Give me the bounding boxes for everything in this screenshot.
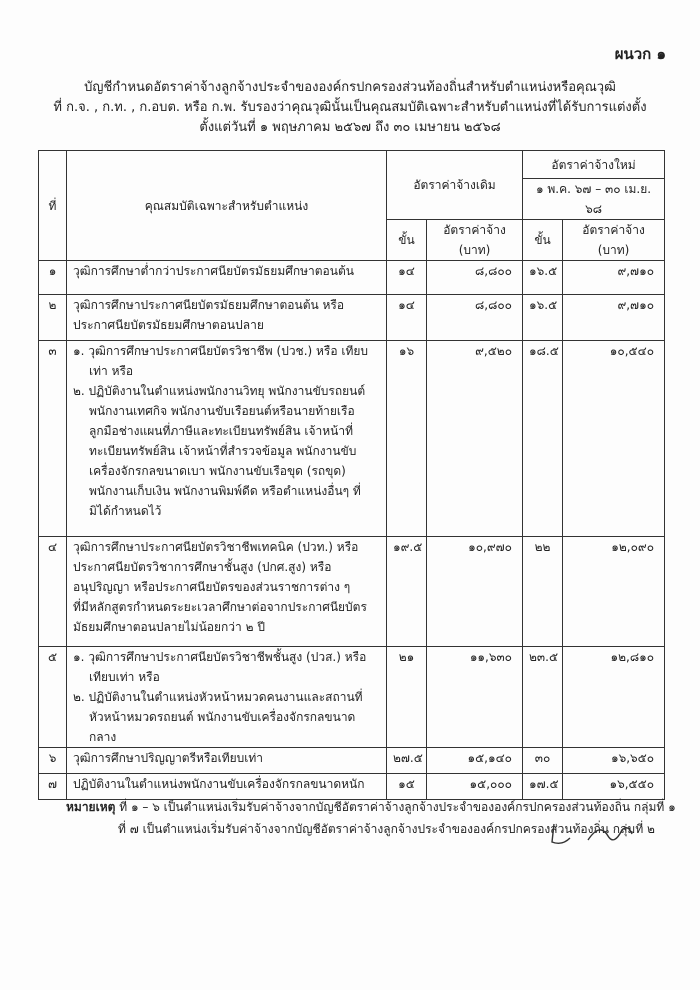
row-no: ๑	[39, 261, 67, 295]
qual-line: ประกาศนียบัตรวิชาการศึกษาชั้นสูง (ปกศ.สูง) หรือ	[73, 560, 332, 574]
old-wage: ๑๐,๙๗๐	[427, 537, 523, 647]
qual-item: ๒. ปฏิบัติงานในตำแหน่งหัวหน้าหมวดคนงานและสถานที่ หัวหน้าหมวดรถยนต์ พนักงานขับเครื่องจักรกลขนาดกลาง	[73, 690, 363, 744]
note-text-2: ที่ ๗ เป็นตำแหน่งเริ่มรับค่าจ้างจากบัญชีอัตราค่าจ้างลูกจ้างประจำขององค์กรปกครองส่วนท้องถิ่น กลุ่มที่ ๒	[118, 822, 655, 836]
new-wage: ๙,๗๑๐	[563, 261, 665, 295]
new-wage: ๑๒,๐๙๐	[563, 537, 665, 647]
table-row	[39, 647, 665, 748]
qual-line: มัธยมศึกษาตอนปลายไม่น้อยกว่า ๒ ปี	[73, 620, 265, 634]
old-step: ๑๔	[387, 261, 427, 295]
qual-item: ๑. วุฒิการศึกษาประกาศนียบัตรวิชาชีพชั้นสูง (ปวส.) หรือเทียบเท่า หรือ	[73, 650, 367, 684]
annex-label: ผนวก ๑	[614, 45, 666, 63]
row-qualification	[67, 647, 387, 748]
new-step: ๑๖.๕	[523, 295, 563, 341]
old-wage: ๙,๕๒๐	[427, 341, 523, 537]
qual-item: ๑. วุฒิการศึกษาประกาศนียบัตรวิชาชีพ (ปวช.) หรือ เทียบเท่า หรือ	[73, 344, 369, 378]
title-line-1: บัญชีกำหนดอัตราค่าจ้างลูกจ้างประจำขององค์กรปกครองส่วนท้องถิ่นสำหรับตำแหน่งหรือคุณวุฒิ	[84, 80, 616, 95]
row-qualification: ปฏิบัติงานในตำแหน่งพนักงานขับเครื่องจักรกลขนาดหนัก	[67, 774, 387, 800]
table-row	[39, 261, 665, 295]
old-step: ๑๕	[387, 774, 427, 800]
old-step: ๑๖	[387, 341, 427, 537]
qual-line: ประกาศนียบัตรมัธยมศึกษาตอนปลาย	[73, 318, 264, 332]
row-qualification	[67, 295, 387, 341]
new-step: ๑๖.๕	[523, 261, 563, 295]
row-no: ๒	[39, 295, 67, 341]
qual-line: วุฒิการศึกษาประกาศนียบัตรวิชาชีพเทคนิค (ปวท.) หรือ	[73, 540, 359, 554]
old-step: ๑๙.๕	[387, 537, 427, 647]
qual-line: วุฒิการศึกษาประกาศนียบัตรมัธยมศึกษาตอนต้น หรือ	[73, 298, 345, 312]
signature-mark	[548, 816, 668, 850]
new-wage: ๑๖,๖๕๐	[563, 748, 665, 774]
row-no: ๗	[39, 774, 67, 800]
title-line-3: ตั้งแต่วันที่ ๑ พฤษภาคม ๒๕๖๗ ถึง ๓๐ เมษายน ๒๕๖๘	[199, 120, 501, 135]
table-row	[39, 341, 665, 537]
row-no: ๖	[39, 748, 67, 774]
row-qualification	[67, 537, 387, 647]
header-qualification: คุณสมบัติเฉพาะสำหรับตำแหน่ง	[67, 151, 387, 261]
header-new-step: ขั้น	[523, 220, 563, 261]
row-no: ๓	[39, 341, 67, 537]
new-step: ๓๐	[523, 748, 563, 774]
header-old-step: ขั้น	[387, 220, 427, 261]
header-no: ที่	[39, 151, 67, 261]
old-step: ๒๑	[387, 647, 427, 748]
row-no: ๔	[39, 537, 67, 647]
new-step: ๒๓.๕	[523, 647, 563, 748]
old-wage: ๑๕,๑๔๐	[427, 748, 523, 774]
row-no: ๕	[39, 647, 67, 748]
new-wage: ๑๒,๘๑๐	[563, 647, 665, 748]
old-wage: ๘,๘๐๐	[427, 295, 523, 341]
old-wage: ๑๕,๐๐๐	[427, 774, 523, 800]
header-new-wage: อัตราค่าจ้าง (บาท)	[563, 220, 665, 261]
qual-item: ๒. ปฏิบัติงานในตำแหน่งพนักงานวิทยุ พนักงานขับรถยนต์ พนักงานเทศกิจ พนักงานขับเรือยนต์หรือนายท้ายเรือ ลูกมือช่างแผนที่ภาษีและทะเบียนทรัพย์สิน เจ้าหน้าที่ทะเบียนทรัพย์สิน เจ้าหน้าที่สำรวจข้อมูล พนักงานขับเครื่องจักรกลขนาดเบา พนักงานขับเรือขุด (รถขุด) พนักงานเก็บเงิน พนักงานพิมพ์ดีด หรือตำแหน่งอื่นๆ ที่มิได้กำหนดไว้	[73, 384, 366, 518]
table-row	[39, 748, 665, 774]
new-wage: ๑๖,๕๕๐	[563, 774, 665, 800]
new-step: ๑๘.๕	[523, 341, 563, 537]
notes-label: หมายเหตุ	[66, 800, 116, 814]
table-row	[39, 295, 665, 341]
title-line-2: ที่ ก.จ. , ก.ท. , ก.อบต. หรือ ก.พ. รับรองว่าคุณวุฒินั้นเป็นคุณสมบัติเฉพาะสำหรับตำแหน่งที่ได้รับการแต่งตั้ง	[53, 100, 647, 115]
note-text-1: ที่ ๑ – ๖ เป็นตำแหน่งเริ่มรับค่าจ้างจากบัญชีอัตราค่าจ้างลูกจ้างประจำขององค์กรปกครองส่วนท้องถิ่น กลุ่มที่ ๑	[119, 800, 676, 814]
new-wage: ๑๐,๕๔๐	[563, 341, 665, 537]
row-qualification: วุฒิการศึกษาต่ำกว่าประกาศนียบัตรมัธยมศึกษาตอนต้น	[67, 261, 387, 295]
old-step: ๒๗.๕	[387, 748, 427, 774]
new-step: ๒๒	[523, 537, 563, 647]
wage-table	[38, 150, 665, 800]
header-new-period: ๑ พ.ค. ๖๗ – ๓๐ เม.ย. ๖๘	[523, 179, 665, 220]
header-old-wage: อัตราค่าจ้าง (บาท)	[427, 220, 523, 261]
note-line-1	[66, 796, 676, 818]
header-new-rate: อัตราค่าจ้างใหม่	[523, 151, 665, 179]
row-qualification	[67, 341, 387, 537]
new-step: ๑๗.๕	[523, 774, 563, 800]
new-wage: ๙,๗๑๐	[563, 295, 665, 341]
header-old-rate: อัตราค่าจ้างเดิม	[387, 151, 523, 220]
qual-line: อนุปริญญา หรือประกาศนียบัตรของส่วนราชการต่าง ๆ	[73, 580, 351, 594]
row-qualification: วุฒิการศึกษาปริญญาตรีหรือเทียบเท่า	[67, 748, 387, 774]
table-row	[39, 537, 665, 647]
old-step: ๑๔	[387, 295, 427, 341]
qual-line: ที่มีหลักสูตรกำหนดระยะเวลาศึกษาต่อจากประกาศนียบัตร	[73, 600, 367, 614]
old-wage: ๑๑,๖๓๐	[427, 647, 523, 748]
old-wage: ๘,๘๐๐	[427, 261, 523, 295]
